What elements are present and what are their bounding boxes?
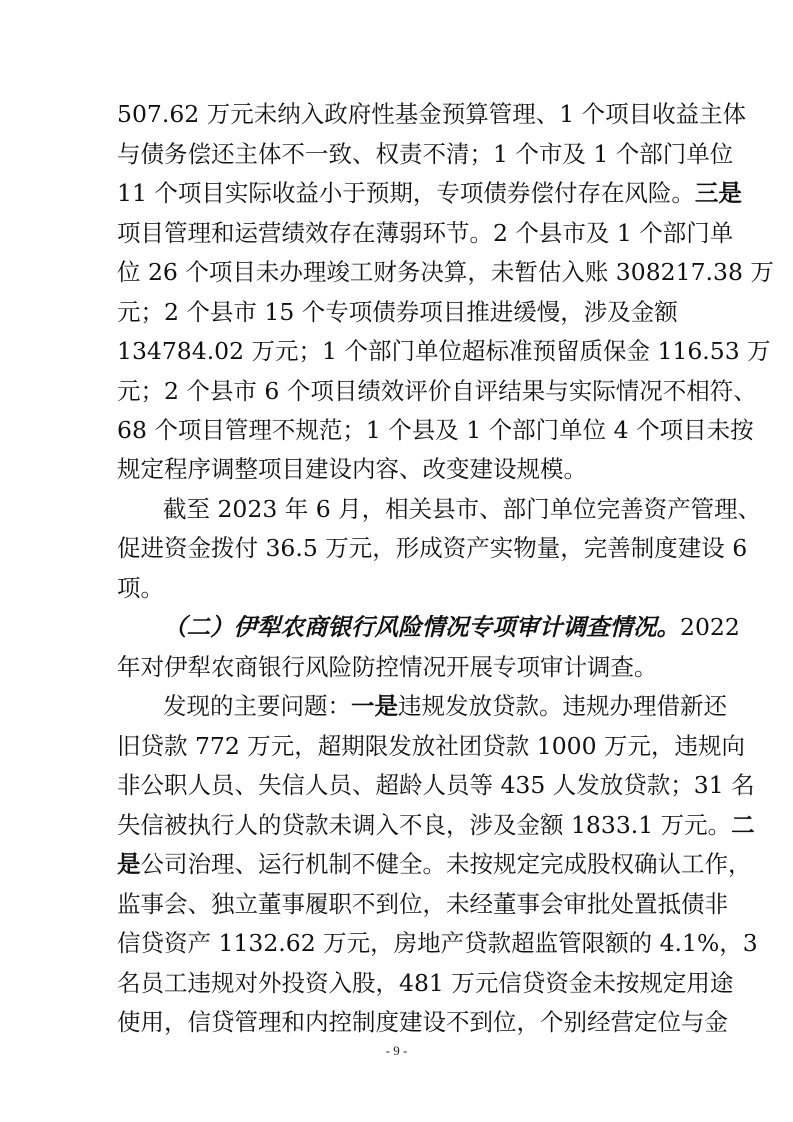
text-line [163, 691, 727, 721]
text-line [117, 652, 677, 682]
text-run: 项目管理和运营绩效存在薄弱环节。2 个县市及 1 个部门单 [117, 219, 734, 247]
text-run: 规定程序调整项目建设内容、改变建设规模。 [117, 455, 587, 483]
text-run: 11 个项目实际收益小于预期，专项债券偿付存在风险。 [117, 179, 695, 207]
text-line [117, 849, 752, 879]
text-line [117, 454, 677, 484]
emphasis-text: 是 [117, 850, 141, 878]
text-run: 元；2 个县市 15 个专项债券项目推进缓慢，涉及金额 [117, 298, 678, 326]
text-line [117, 770, 755, 800]
text-run: 位 26 个项目未办理竣工财务决算，未暂估入账 308217.38 万 [117, 258, 774, 286]
text-line [117, 336, 771, 366]
text-run: 134784.02 万元；1 个部门单位超标准预留质保金 116.53 万 [117, 337, 771, 365]
text-line [117, 928, 758, 958]
text-line [117, 178, 742, 208]
text-run: 年对伊犁农商银行风险防控情况开展专项审计调查。 [117, 653, 658, 681]
text-line [117, 889, 728, 919]
text-line [117, 1007, 728, 1037]
text-run: 失信被执行人的贷款未调入不良，涉及金额 1833.1 万元。 [117, 811, 732, 839]
text-line [117, 257, 774, 287]
emphasis-text: 三是 [694, 179, 742, 207]
text-line [163, 494, 762, 524]
text-line [117, 415, 754, 445]
text-run: 名员工违规对外投资入股，481 万元信贷资金未按规定用途 [117, 969, 734, 997]
emphasis-text: 一是 [351, 692, 398, 720]
text-line [117, 968, 734, 998]
text-run: 信贷资产 1132.62 万元，房地产贷款超监管限额的 4.1%，3 [117, 929, 758, 957]
text-run: 使用，信贷管理和内控制度建设不到位，个别经营定位与金 [117, 1008, 728, 1036]
text-run: 监事会、独立董事履职不到位，未经董事会审批处置抵债非 [117, 890, 728, 918]
text-run: 公司治理、运行机制不健全。未按规定完成股权确认工作， [140, 850, 752, 878]
text-run: 507.62 万元未纳入政府性基金预算管理、1 个项目收益主体 [117, 100, 747, 128]
text-run: 2022 [680, 613, 740, 641]
text-run: 发现的主要问题： [163, 692, 351, 720]
text-line [117, 99, 747, 129]
text-run: 项。 [117, 574, 164, 602]
text-line [117, 139, 734, 169]
text-line [117, 731, 746, 761]
text-run: 违规发放贷款。违规办理借新还 [398, 692, 727, 720]
text-run: 促进资金拨付 36.5 万元，形成资产实物量，完善制度建设 6 [117, 534, 748, 562]
text-line [163, 612, 740, 642]
text-line [117, 297, 677, 327]
text-run: 截至 2023 年 6 月，相关县市、部门单位完善资产管理、 [163, 495, 762, 523]
text-run: 旧贷款 772 万元，超期限发放社团贷款 1000 万元，违规向 [117, 732, 746, 760]
text-line [117, 573, 677, 603]
text-line [117, 218, 734, 248]
text-run: 与债务偿还主体不一致、权责不清；1 个市及 1 个部门单位 [117, 140, 734, 168]
text-line [117, 810, 755, 840]
text-run: 68 个项目管理不规范；1 个县及 1 个部门单位 4 个项目未按 [117, 416, 754, 444]
text-line [117, 533, 748, 563]
page-number: - 9 - [385, 1043, 408, 1058]
text-run: 非公职人员、失信人员、超龄人员等 435 人发放贷款；31 名 [117, 771, 755, 799]
text-run: 元；2 个县市 6 个项目绩效评价自评结果与实际情况不相符、 [117, 377, 757, 405]
text-line [117, 376, 757, 406]
emphasis-text: 二 [731, 811, 755, 839]
emphasis-text: （二）伊犁农商银行风险情况专项审计调查情况。 [163, 613, 680, 641]
